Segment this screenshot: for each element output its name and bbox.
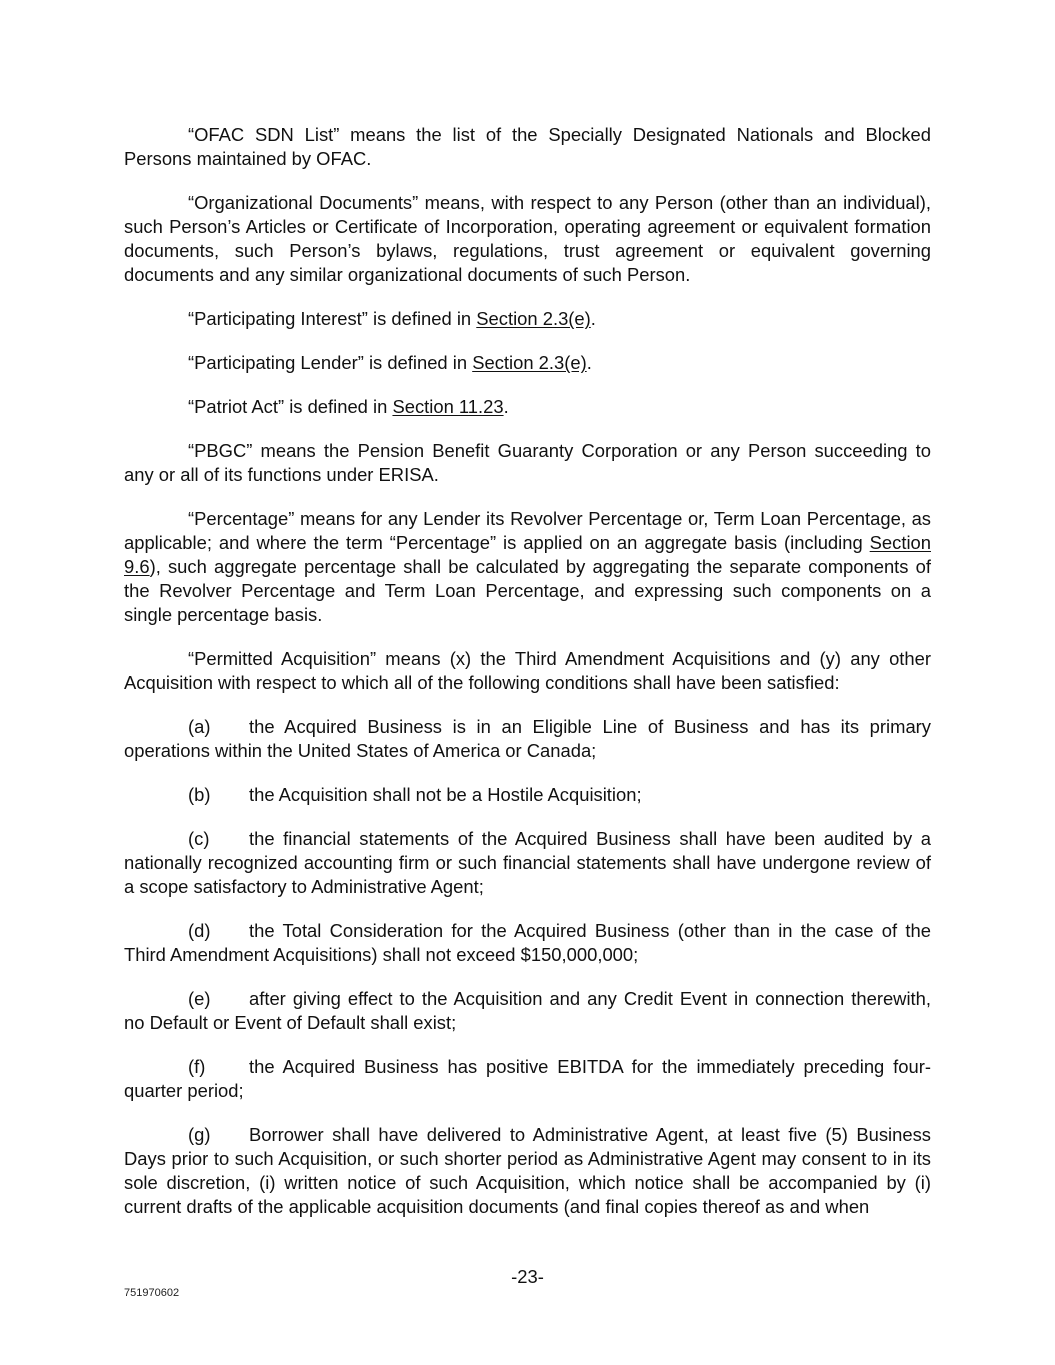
item-text: Borrower shall have delivered to Administrative Agent, at least five (5) Business Days prior to such Acquisition, or such shorter period as Administrative Agent may consent to in its sole discretion, (i) written notice of such Acquisition, which notice shall be accompanied by (i) current drafts of the applicable acquisition documents (and final copies thereof as and when [124, 1124, 931, 1217]
item-label: (g) [188, 1124, 211, 1145]
item-label: (e) [188, 988, 211, 1009]
item-label: (c) [188, 828, 210, 849]
condition-item-c [124, 827, 931, 899]
definition-text: is defined in [367, 308, 477, 329]
item-label: (b) [188, 784, 211, 805]
item-label: (a) [188, 716, 211, 737]
definition-text: means (x) the Third Amendment Acquisitions and (y) any other Acquisition with respect to which all of the following conditions shall have been satisfied: [124, 648, 931, 693]
definition-text: means, with respect to any Person (other than an individual), such Person’s Articles or Certificate of Incorporation, operating agreement or equivalent formation documents, such Person’s bylaws, regulations, trust agreement or equivalent governing documents and any similar organizational documents of such Person. [124, 192, 931, 285]
definition-pbgc [124, 439, 931, 487]
page-number: -23- [511, 1266, 544, 1287]
defined-term: “Organizational Documents” [188, 192, 419, 213]
definition-percentage [124, 507, 931, 627]
condition-item-b [124, 783, 931, 807]
item-text: the Acquisition shall not be a Hostile Acquisition; [249, 784, 642, 805]
definition-text: is defined in [363, 352, 473, 373]
item-text: the Total Consideration for the Acquired Business (other than in the case of the Third Amendment Acquisitions) shall not exceed $150,000,000; [124, 920, 931, 965]
definition-text: means the list of the Specially Designated Nationals and Blocked Persons maintained by OFAC. [124, 124, 931, 169]
definition-end: . [590, 308, 596, 329]
defined-term: “Patriot Act” [188, 396, 285, 417]
definition-text: means the Pension Benefit Guaranty Corporation or any Person succeeding to any or all of its functions under ERISA. [124, 440, 931, 485]
document-body [124, 123, 931, 1239]
defined-term: “OFAC SDN List” [188, 124, 340, 145]
definition-text: means for any Lender its Revolver Percentage or, Term Loan Percentage, as applicable; and where the term “Percentage” is applied on an aggregate basis (including [124, 508, 931, 553]
definition-end: . [503, 396, 509, 417]
definition-text: is defined in [284, 396, 393, 417]
defined-term: “Participating Interest” [188, 308, 368, 329]
document-id: 751970602 [124, 1287, 180, 1299]
condition-item-a [124, 715, 931, 763]
definition-end: . [586, 352, 592, 373]
defined-term: “Percentage” [188, 508, 295, 529]
condition-item-f [124, 1055, 931, 1103]
definition-patriot-act [124, 395, 931, 419]
defined-term: “Permitted Acquisition” [188, 648, 377, 669]
definition-end: ), such aggregate percentage shall be calculated by aggregating the separate components of the Revolver Percentage and Term Loan Percentage, and expressing such components on a single percentage basis. [124, 556, 931, 625]
definition-organizational-documents [124, 191, 931, 287]
condition-item-g [124, 1123, 931, 1219]
definition-participating-lender [124, 351, 931, 375]
section-reference: Section 9.6 [124, 532, 931, 577]
condition-item-e [124, 987, 931, 1035]
item-text: the Acquired Business is in an Eligible Line of Business and has its primary operations within the United States of America or Canada; [124, 716, 931, 761]
item-label: (f) [188, 1056, 206, 1077]
item-label: (d) [188, 920, 211, 941]
defined-term: “PBGC” [188, 440, 253, 461]
item-text: after giving effect to the Acquisition and any Credit Event in connection therewith, no Default or Event of Default shall exist; [124, 988, 931, 1033]
section-reference: Section 2.3(e) [476, 308, 591, 329]
condition-item-d [124, 919, 931, 967]
item-text: the Acquired Business has positive EBITDA for the immediately preceding four-quarter period; [124, 1056, 931, 1101]
defined-term: “Participating Lender” [188, 352, 364, 373]
item-text: the financial statements of the Acquired Business shall have been audited by a nationally recognized accounting firm or such financial statements shall have undergone review of a scope satisfactory to Administrative Agent; [124, 828, 931, 897]
section-reference: Section 11.23 [392, 396, 504, 417]
definition-participating-interest [124, 307, 931, 331]
definition-ofac-sdn-list [124, 123, 931, 171]
definition-permitted-acquisition [124, 647, 931, 695]
section-reference: Section 2.3(e) [472, 352, 587, 373]
